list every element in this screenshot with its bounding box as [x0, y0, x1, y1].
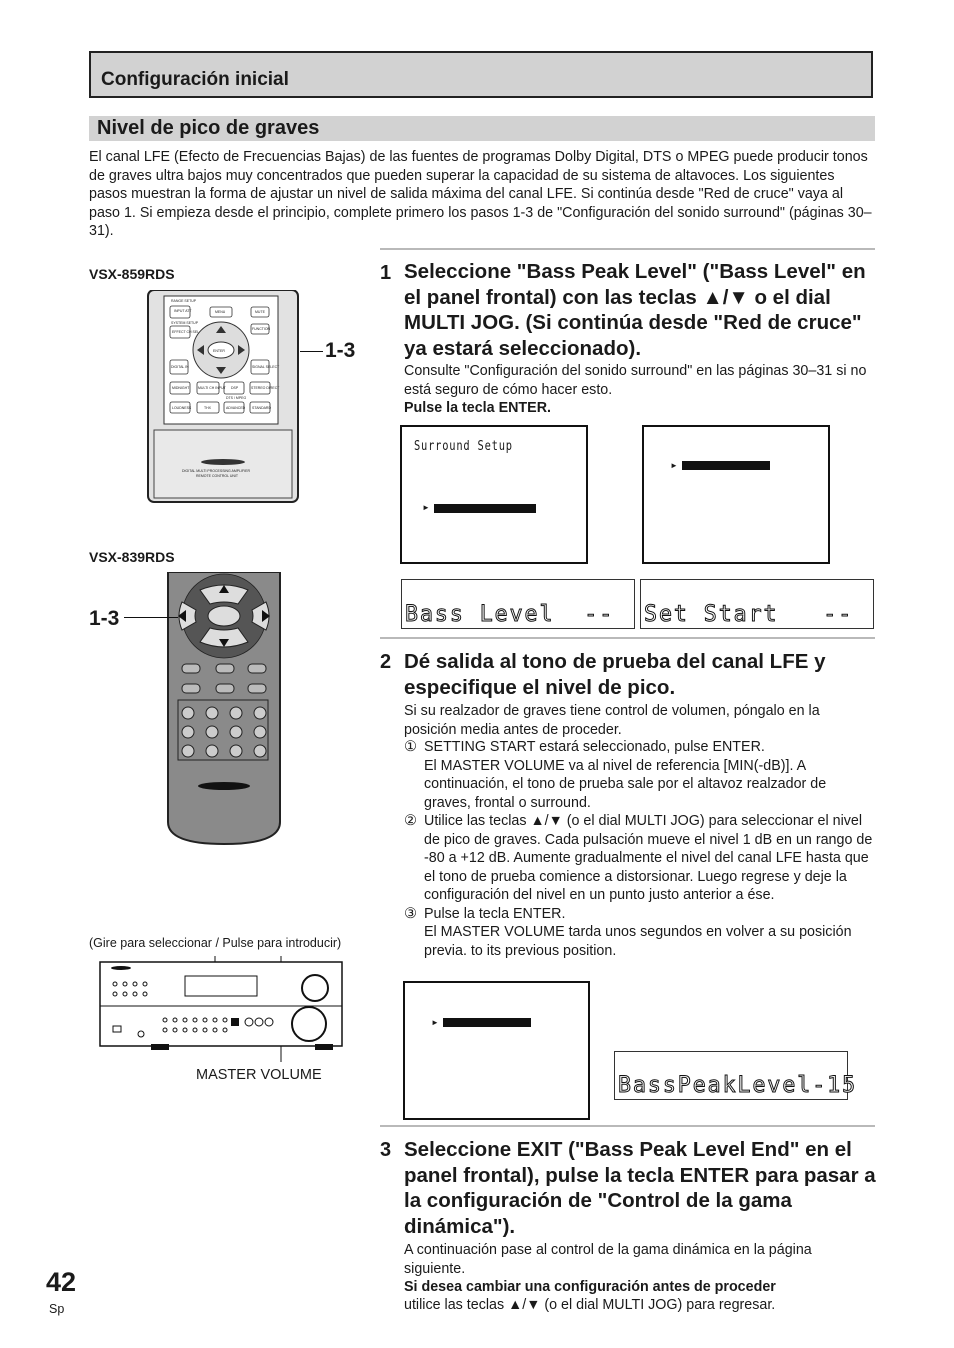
model-label-2: VSX-839RDS: [89, 549, 175, 565]
step-heading-1: Seleccione "Bass Peak Level" ("Bass Level" en el panel frontal) con las teclas ▲/▼ o el dial MULTI JOG. (Si continúa desde "Red de cruce" ya estará seleccionado).: [404, 260, 866, 360]
remote-label-input-att: INPUT ATT: [174, 309, 192, 313]
remote-label-digital-in: DIGITAL IN: [171, 365, 189, 369]
remote-control-illustration: [146, 290, 302, 507]
highlight-bar: [434, 504, 536, 513]
step-body-1: Consulte "Configuración del sonido surround" en las páginas 30–31 si no está seguro de cómo hacer esto.: [404, 363, 867, 398]
step-body-2: Si su realzador de graves tiene control de volumen, póngalo en la posición media antes de proceder.: [404, 703, 820, 738]
chapter-header: [89, 51, 873, 98]
remote-label-standard: STANDARD: [252, 406, 271, 410]
list-marker: ③: [404, 905, 417, 922]
highlight-bar: [443, 1018, 531, 1027]
fl-display-text-2: Set Start --: [644, 602, 854, 627]
pointer-label-1: 1-3: [325, 339, 356, 362]
pioneer-logo-icon: [201, 459, 245, 465]
step-number-3: 3: [380, 1139, 392, 1161]
step-instruction-1: Pulse la tecla ENTER.: [404, 400, 551, 416]
list-item: [404, 738, 876, 812]
step-number-2: 2: [380, 651, 392, 673]
list-item: [404, 905, 876, 961]
remote-label-midnight: MIDNIGHT: [172, 386, 190, 390]
section-header: [89, 116, 875, 141]
fl-display-3: [614, 1051, 858, 1100]
list-item: [404, 812, 876, 905]
pointer-line-2: [124, 617, 178, 618]
list-line: SETTING START estará seleccionado, pulse ENTER.: [424, 739, 765, 755]
remote-label-mute: MUTE: [255, 310, 265, 314]
step-body-3: A continuación pase al control de la gama dinámica en la página siguiente.: [404, 1242, 812, 1277]
remote-label-dsp: DSP: [231, 386, 239, 390]
remote-label-thx: THX: [204, 406, 211, 410]
chapter-title: Configuración inicial: [101, 69, 289, 90]
list-line: Pulse la tecla ENTER.: [424, 905, 566, 922]
fl-display-2: [640, 579, 874, 629]
osd-screen-3: [403, 981, 590, 1120]
highlight-bar: [682, 461, 770, 470]
fl-display-text-1: Bass Level --: [405, 602, 615, 627]
step-number-1: 1: [380, 262, 392, 284]
remote-label-advanced: ADVANCED: [226, 406, 246, 410]
remote-label-function: FUNCTION: [252, 327, 271, 331]
step-2-list: [404, 738, 876, 960]
fl-display-1: [401, 579, 635, 629]
step-heading-2: Dé salida al tono de prueba del canal LFE y especifique el nivel de pico.: [404, 650, 826, 699]
step-heading-3: Seleccione EXIT ("Bass Peak Level End" en el panel frontal), pulse la tecla ENTER para pasar a la configuración de "Control de la gama dinámica").: [404, 1138, 876, 1238]
remote-caption-1: DIGITAL MULTI PROCESSING AMPLIFIER: [182, 469, 251, 473]
remote-label-effect: EFFECT CH SEL: [172, 330, 200, 334]
remote-label-signal-select: SIGNAL SELECT: [252, 365, 280, 369]
pointer-label-2: 1-3: [89, 607, 120, 630]
remote-label-range-setup: RANGE SETUP: [171, 299, 197, 303]
pioneer-logo-icon-2: [198, 782, 250, 790]
page-number: 42: [46, 1267, 77, 1297]
section-title: Nivel de pico de graves: [97, 117, 320, 139]
receiver-illustration: [99, 956, 345, 1062]
list-line: Utilice las teclas ▲/▼ (o el dial MULTI JOG) para seleccionar el nivel de pico de graves. Cada pulsación mueve el nivel 1 dB en un rango de -80 a +12 dB. Aumente gradualmente el nivel del canal LFE hasta que el tono de prueba comience a distorsionar. Luego regrese y deje la configuración del nivel en un punto justo anterior a ése.: [424, 813, 873, 903]
cursor-icon: ►: [431, 1018, 439, 1027]
cursor-icon: ►: [422, 503, 430, 512]
receiver-caption-top: (Gire para seleccionar / Pulse para introducir): [89, 936, 342, 950]
list-marker: ②: [404, 813, 417, 829]
list-line: El MASTER VOLUME tarda unos segundos en volver a su posición previa. to its previous position.: [424, 924, 852, 959]
remote-label-multi-ch: MULTI CH INPUT: [198, 386, 226, 390]
remote-caption-2: REMOTE CONTROL UNIT: [196, 474, 239, 478]
step-bold-line-3: Si desea cambiar una configuración antes de proceder: [404, 1279, 776, 1295]
model-label-1: VSX-859RDS: [89, 266, 175, 282]
receiver-caption-bottom: MASTER VOLUME: [196, 1067, 322, 1083]
divider: [380, 248, 875, 250]
osd-title: Surround Setup: [414, 439, 513, 454]
remote-label-stereo-direct: STEREO DIRECT: [251, 386, 280, 390]
cursor-icon: ►: [670, 461, 678, 470]
pointer-line-1: [300, 351, 323, 352]
list-marker: ①: [404, 739, 417, 755]
list-line: El MASTER VOLUME va al nivel de referencia [MIN(-dB)]. A continuación, el tono de prueba sale por el altavoz realzador de graves, frontal o surround.: [424, 757, 827, 811]
intro-paragraph: El canal LFE (Efecto de Frecuencias Bajas) de las fuentes de programas Dolby Digital, DTS o MPEG puede producir tonos de graves ultra bajos muy concentrados que pueden superar la capacidad de su sistema de altavoces. Los siguientes pasos muestran la forma de ajustar un nivel de salida máxima del canal LFE. Si continúa desde "Red de cruce" vaya al paso 1. Si empieza desde el principio, complete primero los pasos 1-3 de "Configuración del sonido surround" (páginas 30–31).: [89, 149, 872, 240]
remote-label-menu: MENU: [215, 310, 226, 314]
osd-screen-2: [642, 425, 830, 564]
remote-label-enter: ENTER: [213, 349, 225, 353]
osd-screen-1: [400, 425, 588, 564]
fl-display-text-3: BassPeakLevel-15: [618, 1073, 858, 1098]
remote-label-system-setup: SYSTEM SETUP: [171, 321, 199, 325]
remote-label-dts-mpeg: DTS / MPEG: [226, 396, 247, 400]
language-code: Sp: [49, 1302, 65, 1316]
remote-label-loudness: LOUDNESS: [172, 406, 192, 410]
divider: [380, 637, 875, 639]
step-last-line-3: utilice las teclas ▲/▼ (o el dial MULTI JOG) para regresar.: [404, 1297, 776, 1313]
divider: [380, 1125, 875, 1127]
remote-control-illustration-2: [164, 572, 284, 846]
